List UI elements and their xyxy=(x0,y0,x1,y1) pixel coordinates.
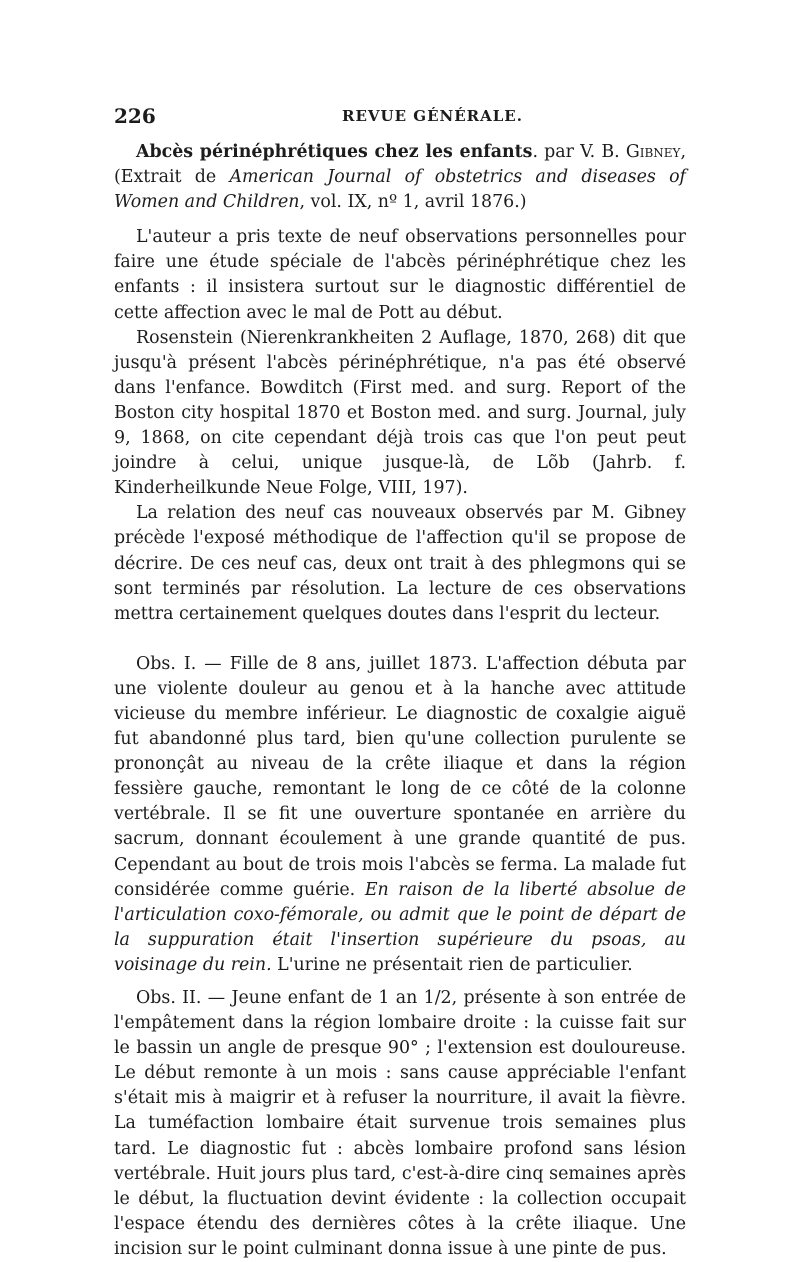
page-header xyxy=(114,104,684,128)
observation-1-end: L'urine ne présentait rien de particulier. xyxy=(271,954,633,975)
article-title: Abcès périnéphrétiques chez les enfants xyxy=(136,142,533,162)
paragraph-relation: La relation des neuf cas nouveaux observés par M. Gibney précède l'exposé méthodique de l'affection qu'il se propose de décrire. De ces neuf cas, deux ont trait à des phlegmons qui se sont terminés par résolution. La lecture de ces observations mettra certainement quelques doutes dans l'esprit du lecteur. xyxy=(114,503,686,624)
article-reference xyxy=(114,140,686,215)
article-by: . par V. B. xyxy=(532,142,626,162)
observation-1 xyxy=(114,652,686,978)
observation-2: Obs. II. — Jeune enfant de 1 an 1/2, présente à son entrée de l'empâtement dans la région lombaire droite : la cuisse fait sur le bassin un angle de presque 90° ; l'extension est douloureuse. Le début remonte à un mois : sans cause appréciable l'enfant s'était mis à maigrir et à refuser la nourriture, il avait la fièvre. La tuméfaction lombaire était survenue trois semaines plus tard. Le diagnostic fut : abcès lombaire profond sans lésion vertébrale. Huit jours plus tard, c'est-à-dire cinq semaines après le début, la fluctuation devint évidente : la collection occupait l'espace étendu des dernières côtes à la crête iliaque. Une incision sur le point culminant donna issue à une pinte de pus. xyxy=(114,988,686,1259)
body-text xyxy=(114,140,686,1262)
observation-1-text: Obs. I. — Fille de 8 ans, juillet 1873. L'affection débuta par une violente douleur au genou et à la hanche avec attitude vicieuse du membre inférieur. Le diagnostic de coxalgie aiguë fut abandonné plus tard, bien qu'une collection purulente se prononçât au niveau de la crête iliaque et dans la région fessière gauche, remontant le long de ce côté de la colonne vertébrale. Il se fit une ouverture spontanée en arrière du sacrum, donnant écoulement à une grande quantité de pus. Cependant au bout de trois mois l'abcès se ferma. La malade fut considérée comme guérie. xyxy=(114,653,686,900)
source-suffix: , vol. IX, nº 1, avril 1876.) xyxy=(299,192,527,213)
observation-1-italic: En raison de la liberté absolue de l'articulation coxo-fémorale, ou admit que le point de départ de la suppuration était l'insertion supérieure du psoas, au voisinage du rein. xyxy=(114,879,686,975)
page-number: 226 xyxy=(114,104,156,128)
article-author: Gibney xyxy=(625,142,681,162)
source-prefix: , (Extrait de xyxy=(114,142,687,188)
paragraph-intro: L'auteur a pris texte de neuf observations personnelles pour faire une étude spéciale de l'abcès périnéphrétique chez les enfants : il insistera surtout sur le diagnostic différentiel de cette affection avec le mal de Pott au début. xyxy=(114,227,686,323)
paragraph-rosenstein: Rosenstein (Nierenkrankheiten 2 Auflage, 1870, 268) dit que jusqu'à présent l'abcès périnéphrétique, n'a pas été observé dans l'enfance. Bowditch (First med. and surg. Report of the Boston city hospital 1870 et Boston med. and surg. Journal, july 9, 1868, on cite cependant déjà trois cas que l'on peut peut joindre à celui, unique jusque-là, de Lõb (Jahrb. f. Kinderheilkunde Neue Folge, VIII, 197). xyxy=(114,327,686,499)
section-spacer xyxy=(114,627,686,652)
running-title: REVUE GÉNÉRALE. xyxy=(342,107,523,125)
journal-name: American Journal of obstetrics and diseases of Women and Children xyxy=(114,167,686,213)
